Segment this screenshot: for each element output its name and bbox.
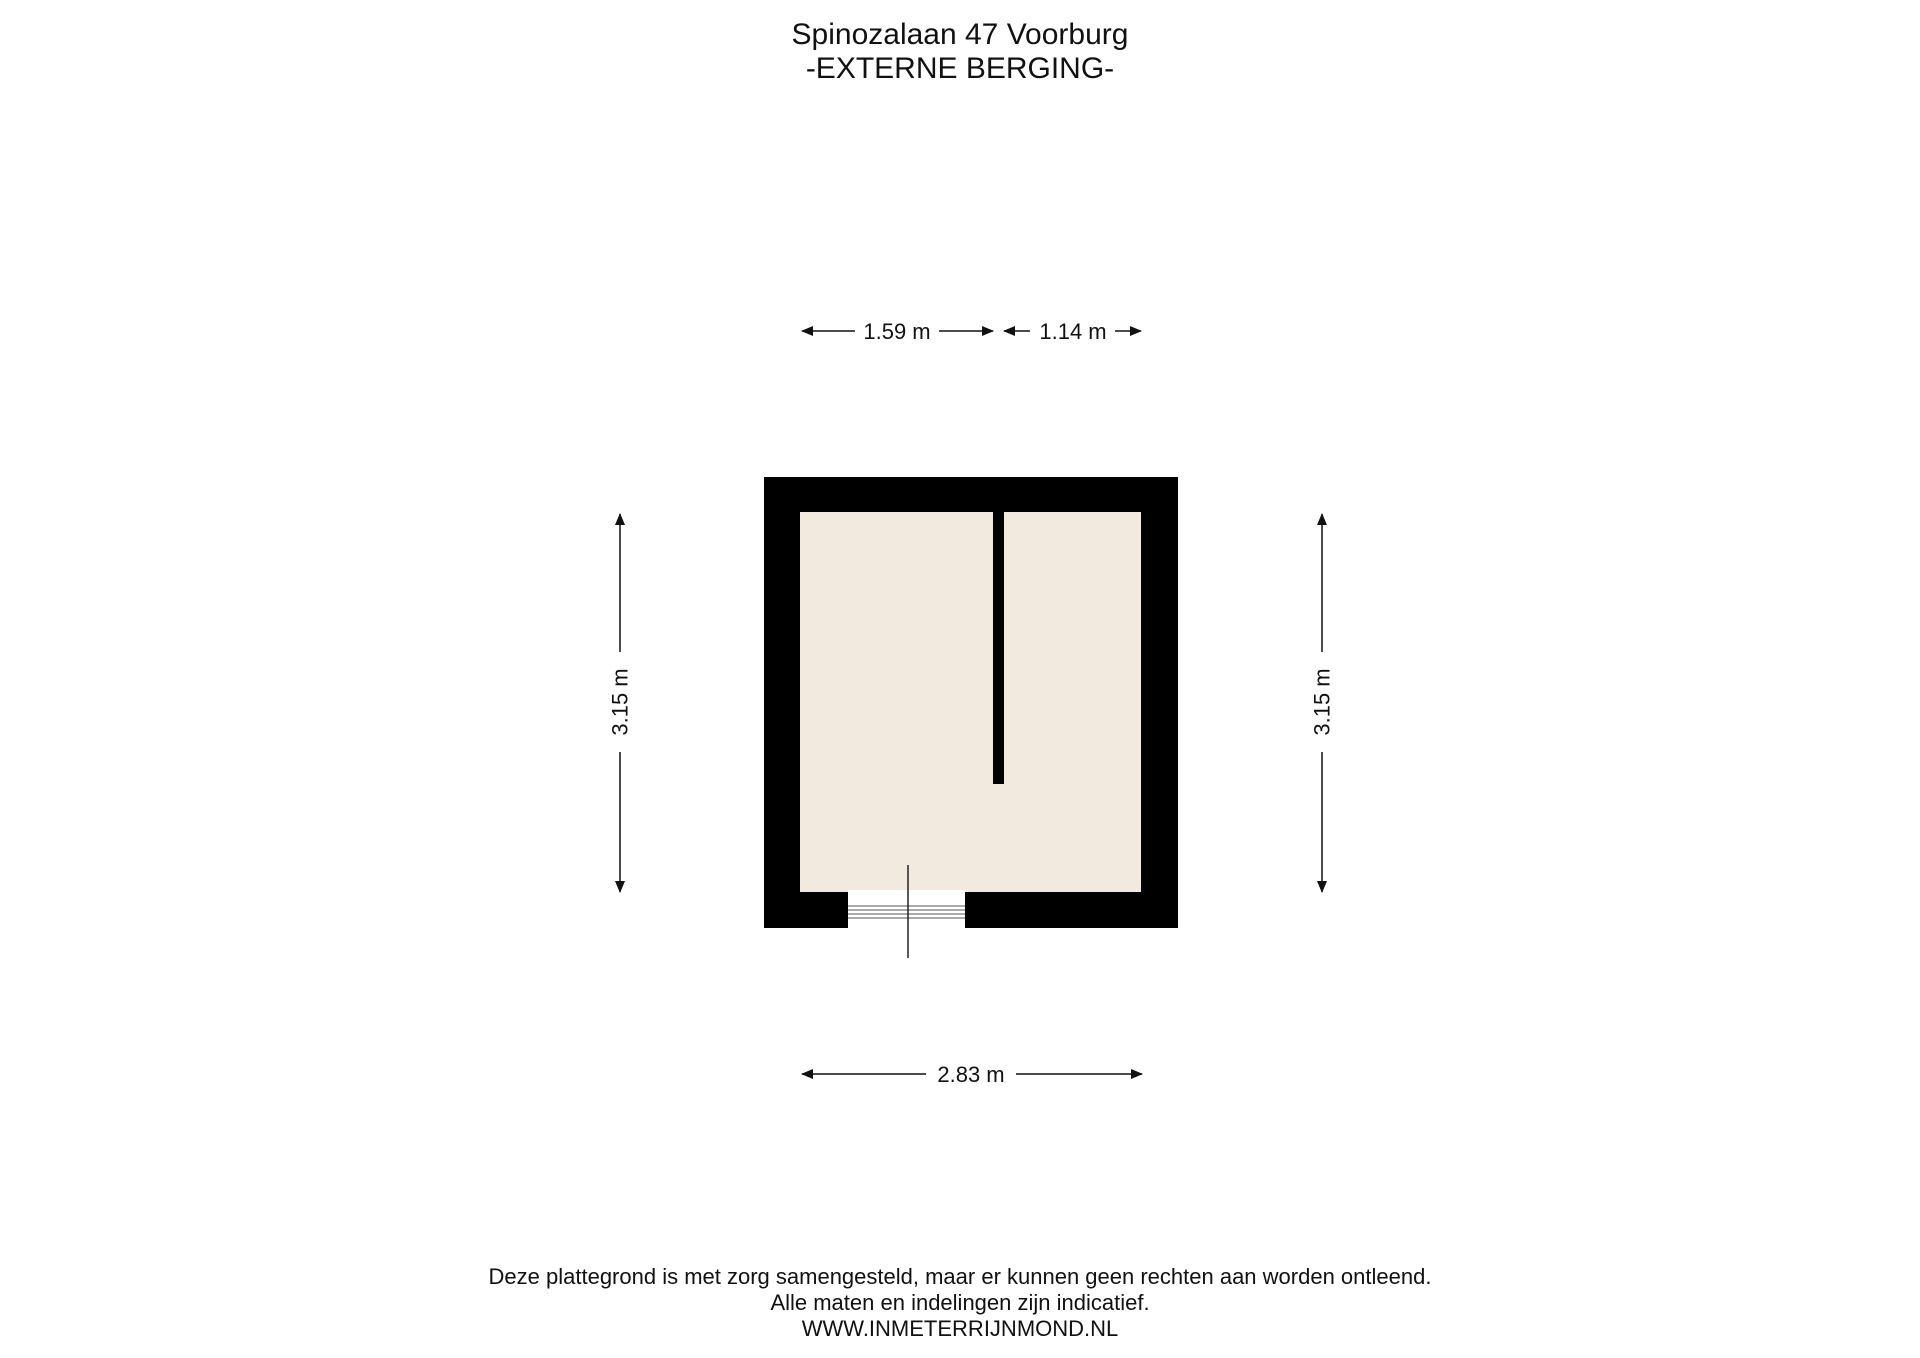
dimension-right-label: 3.15 m bbox=[1309, 668, 1335, 736]
dimension-top-right-label: 1.14 m bbox=[1039, 319, 1107, 344]
property-address: Spinozalaan 47 Voorburg bbox=[791, 18, 1129, 51]
dimension-right bbox=[1310, 514, 1335, 892]
partition-wall bbox=[993, 510, 1004, 784]
dimension-top-left bbox=[802, 319, 993, 344]
dimension-bottom-label: 2.83 m bbox=[937, 1062, 1005, 1087]
dimension-top-left-label: 1.59 m bbox=[863, 319, 931, 344]
dimension-left-label: 3.15 m bbox=[607, 668, 633, 736]
indicative-text: Alle maten en indelingen zijn indicatief. bbox=[770, 1290, 1150, 1315]
dimension-bottom bbox=[802, 1062, 1142, 1087]
website-text: WWW.INMETERRIJNMOND.NL bbox=[801, 1316, 1119, 1341]
dimension-top-right bbox=[1004, 319, 1141, 344]
dimension-left bbox=[608, 514, 633, 892]
footer bbox=[0, 1264, 1920, 1342]
disclaimer-text: Deze plattegrond is met zorg samengesteld, maar er kunnen geen rechten aan worden ontleend. bbox=[488, 1264, 1432, 1289]
floor-area bbox=[800, 512, 1141, 892]
floor-title: -EXTERNE BERGING- bbox=[805, 52, 1115, 85]
